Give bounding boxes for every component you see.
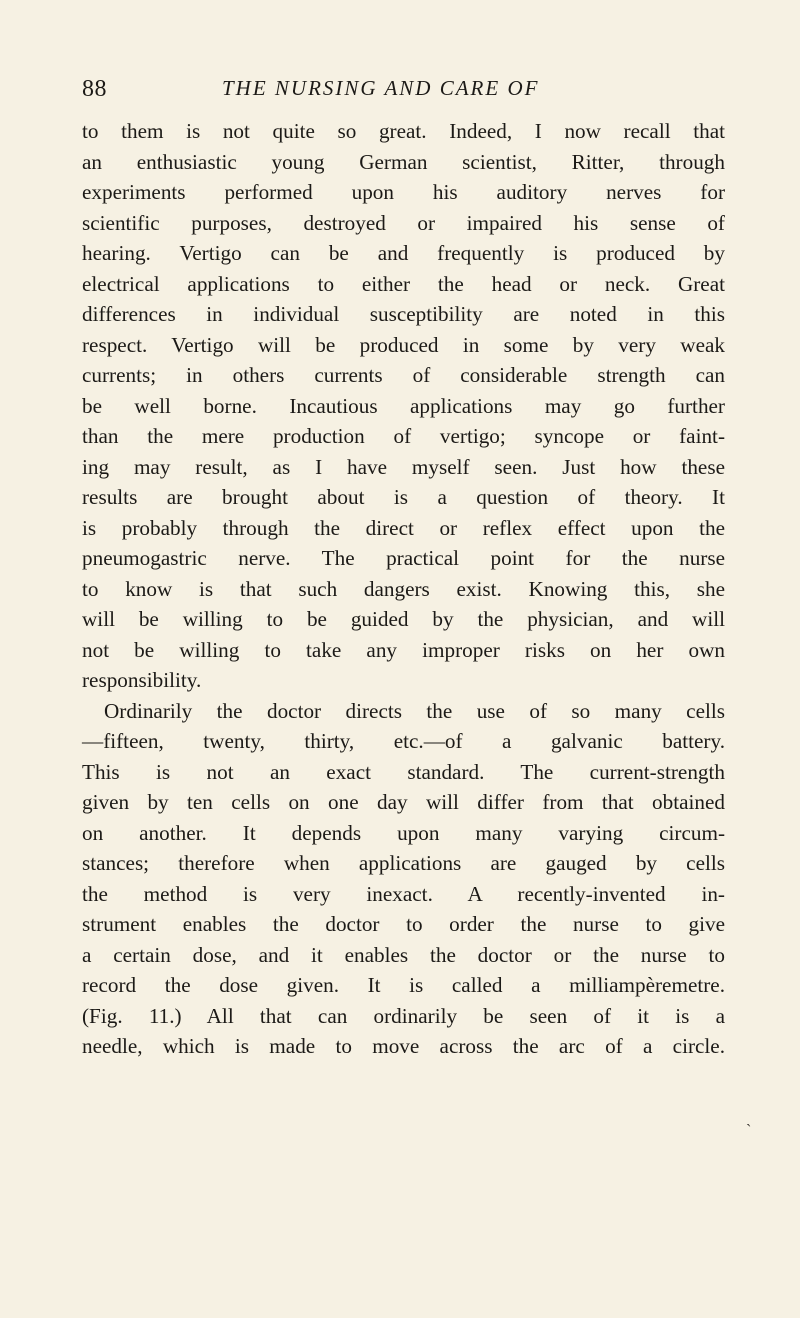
text-line: pneumogastric nerve. The practical point for the nurse: [82, 546, 725, 570]
text-line: an enthusiastic young German scientist, Ritter, through: [82, 149, 725, 174]
text-line: electrical applications to either the head or neck. Great: [82, 271, 725, 296]
text-line: to know is that such dangers exist. Knowing this, she: [82, 576, 725, 601]
text-line: hearing. Vertigo can be and frequently is produced by: [82, 241, 725, 265]
text-line: currents; in others currents of considerable strength can: [82, 363, 725, 387]
text-line: ing may result, as I have myself seen. Just how these: [82, 454, 725, 479]
text-line: given by ten cells on one day will differ from that obtained: [82, 790, 725, 814]
text-line: the method is very inexact. A recently-invented in-: [82, 881, 725, 906]
text-line: not be willing to take any improper risks on her own: [82, 637, 725, 662]
text-line: than the mere production of vertigo; syncope or faint-: [82, 424, 725, 448]
margin-mark: `: [746, 1122, 752, 1139]
text-line: on another. It depends upon many varying circum-: [82, 820, 725, 845]
text-line: respect. Vertigo will be produced in some by very weak: [82, 332, 725, 357]
text-line: (Fig. 11.) All that can ordinarily be seen of it is a: [82, 1003, 725, 1028]
text-line: stances; therefore when applications are gauged by cells: [82, 851, 725, 875]
text-line: is probably through the direct or reflex effect upon the: [82, 515, 725, 540]
text-line: differences in individual susceptibility are noted in this: [82, 302, 725, 326]
running-head: [82, 76, 722, 110]
body-text: [82, 116, 725, 1062]
text-line: experiments performed upon his auditory nerves for: [82, 180, 725, 204]
text-line: Ordinarily the doctor directs the use of so many cells: [104, 698, 725, 723]
text-line: to them is not quite so great. Indeed, I now recall that: [82, 119, 725, 143]
text-line: This is not an exact standard. The current-strength: [82, 759, 725, 784]
text-line: results are brought about is a question of theory. It: [82, 485, 725, 509]
text-line: needle, which is made to move across the arc of a circle.: [82, 1034, 725, 1058]
text-line: scientific purposes, destroyed or impaired his sense of: [82, 210, 725, 235]
text-line: be well borne. Incautious applications may go further: [82, 393, 725, 418]
text-line: —fifteen, twenty, thirty, etc.—of a galvanic battery.: [82, 729, 725, 753]
text-line: will be willing to be guided by the physician, and will: [82, 607, 725, 631]
text-line: record the dose given. It is called a milliampèremetre.: [82, 973, 725, 997]
text-line: responsibility.: [82, 668, 202, 692]
page-number: 88: [82, 76, 107, 102]
running-head-title: THE NURSING AND CARE OF: [222, 76, 540, 100]
text-line: strument enables the doctor to order the nurse to give: [82, 912, 725, 936]
text-line: a certain dose, and it enables the doctor or the nurse to: [82, 942, 725, 967]
